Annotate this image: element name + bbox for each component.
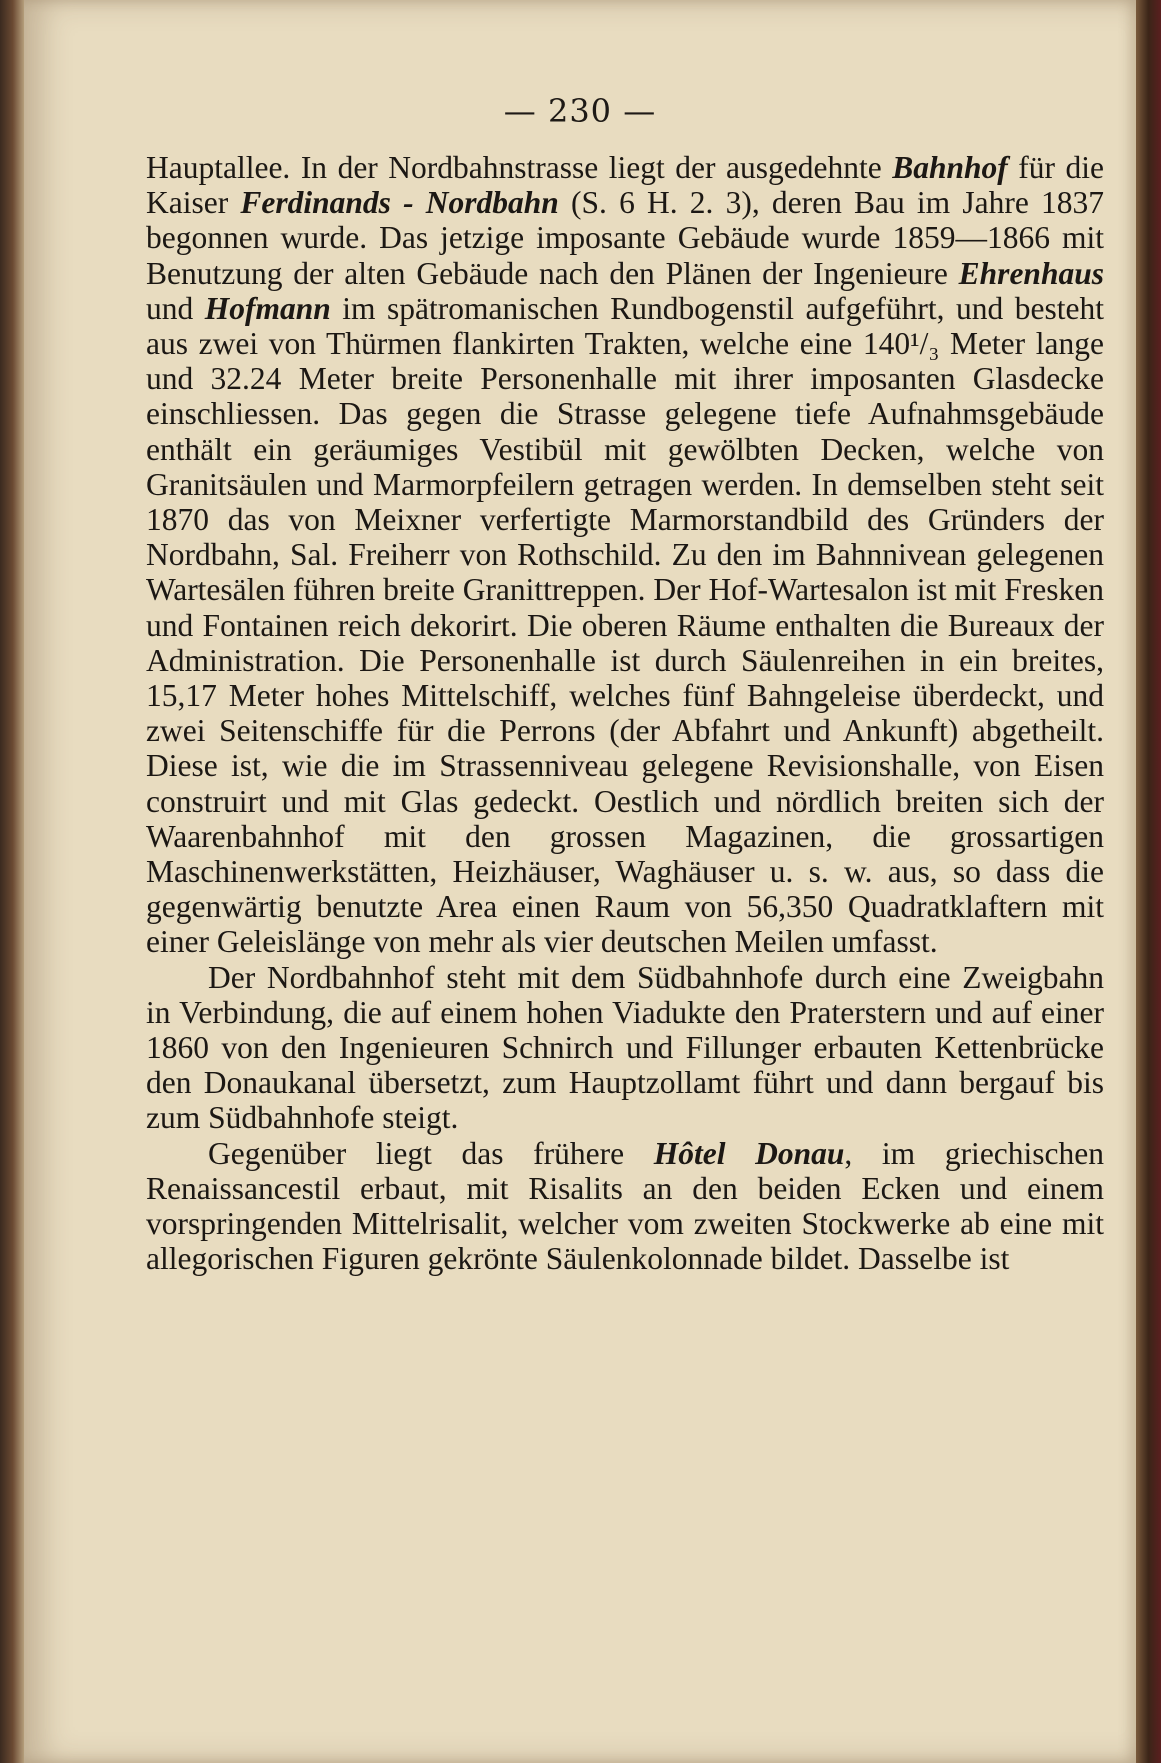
italic-term-hofmann: Hofmann (204, 290, 331, 326)
paragraph-3 (146, 1136, 1104, 1277)
text-segment: Gegenüber liegt das frühere (208, 1135, 654, 1171)
italic-term-nordbahn: Ferdinands - Nordbahn (240, 185, 559, 221)
text-segment: (S. 6 H. 2. 3), deren Bau im Jahre 1837 begonnen wurde. Das jetzige imposante Gebäude wurde 1859—1866 mit Benutzung der alten Gebäude nach den Plänen der Ingenieure (146, 185, 1104, 291)
text-segment: für die Kaiser (146, 150, 1105, 221)
page-edge (1136, 0, 1161, 1763)
paragraph-2 (146, 960, 1104, 1136)
paragraph-1 (146, 150, 1104, 960)
text-segment: Der Nordbahnhof steht mit dem Südbahnhofe durch eine Zweigbahn in Verbindung, die auf einem hohen Viadukte den Praterstern und auf einer 1860 von den Ingenieuren Schnirch und Fillunger erbauten Kettenbrücke den Donaukanal übersetzt, zum Hauptzollamt führt und dann bergauf bis zum Südbahnhofe steigt. (146, 959, 1104, 1136)
text-segment: und (146, 290, 205, 326)
italic-term-ehrenhaus: Ehrenhaus (958, 255, 1104, 291)
text-segment: Hauptallee. In der Nordbahnstrasse liegt der ausgedehnte (146, 150, 893, 185)
page-number: — 230 — (503, 92, 657, 130)
book-page (24, 0, 1136, 1763)
italic-term-bahnhof: Bahnhof (892, 150, 1008, 185)
page-body (146, 150, 1104, 1277)
italic-term-hotel-donau: Hôtel Donau (653, 1135, 845, 1171)
text-segment: im spätromanischen Rundbogenstil aufgeführt, und besteht aus zwei von Thürmen flankirten Trakten, welche eine 140¹/₃ Meter lange und 32.24 Meter breite Personenhalle mit ihrer imposanten Glasdecke einschliessen. Das gegen die Strasse gelegene tiefe Aufnahmsgebäude enthält ein geräumiges Vestibül mit gewölbten Decken, welche von Granitsäulen und Marmorpfeilern getragen werden. In demselben steht seit 1870 das von Meixner verfertigte Marmorstandbild des Gründers der Nordbahn, Sal. Freiherr von Rothschild. Zu den im Bahnnivean gelegenen Wartesälen führen breite Granittreppen. Der Hof-Wartesalon ist mit Fresken und Fontainen reich dekorirt. Die oberen Räume enthalten die Bureaux der Administration. Die Personenhalle ist durch Säulenreihen in ein breites, 15,17 Meter hohes Mittelschiff, welches fünf Bahngeleise überdeckt, und zwei Seitenschiffe für die Perrons (der Abfahrt und Ankunft) abgetheilt. Diese ist, wie die im Strassenniveau gelegene Revisionshalle, von Eisen construirt und mit Glas gedeckt. Oestlich und nördlich breiten sich der Waarenbahnhof mit den grossen Magazinen, die grossartigen Maschinenwerkstätten, Heizhäuser, Waghäuser u. s. w. aus, so dass die gegenwärtig benutzte Area einen Raum von 56,350 Quadratklaftern mit einer Geleislänge von mehr als vier deutschen Meilen umfasst. (146, 290, 1104, 960)
text-segment: , im griechischen Renaissancestil erbaut, mit Risalits an den beiden Ecken und einem vorspringenden Mittelrisalit, welcher vom zweiten Stockwerke ab eine mit allegorischen Figuren gekrönte Säulenkolonnade bildet. Dasselbe ist (146, 1135, 1104, 1277)
